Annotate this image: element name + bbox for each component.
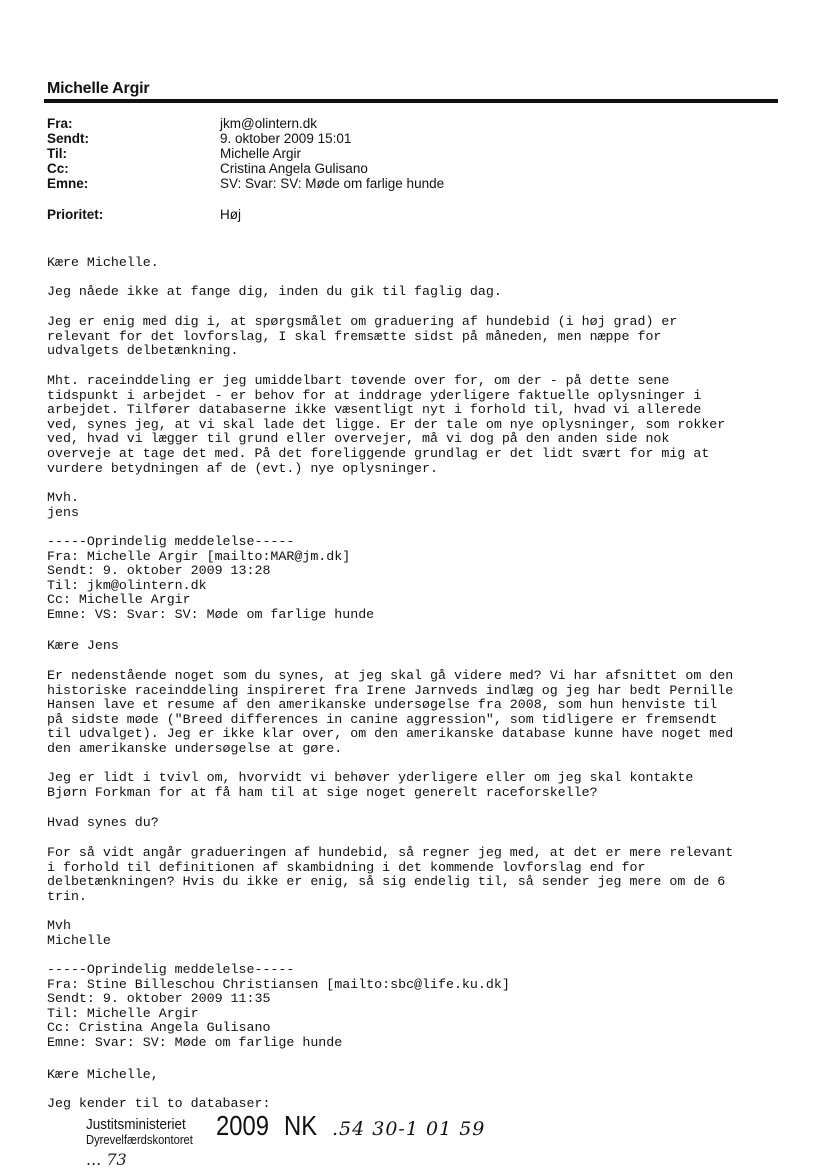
meta-value-to: Michelle Argir xyxy=(220,146,302,161)
forwarded1-paragraph-1: Er nedenstående noget som du synes, at jeg skal gå videre med? Vi har afsnittet om den historiske raceinddeling inspireret fra Irene Jarnveds indlæg og jeg har bedt Pernille Hansen lave et resume af den amerikanske undersøgelse fra 2008, som hun henviste til på sidste møde ("Breed differences in canine aggression", som tidligere er fremsendt til udvalget). Jeg er ikke klar over, om den amerikanske database kunne have noget med den amerikanske undersøgelse at gøre. xyxy=(47,668,734,756)
forwarded1-paragraph-4: For så vidt angår gradueringen af hundebid, så regner jeg med, at det er mere relevant i forhold til definitionen af skambidning i det kommende lovforslag end for delbetænkningen? Hvis du ikke er enig, så sig endelig til, så sender jeg mere om de 6 trin. xyxy=(47,845,734,904)
forwarded-header-1: -----Oprindelig meddelelse----- Fra: Michelle Argir [mailto:MAR@jm.dk] Sendt: 9. oktober 2009 13:28 Til: jkm@olintern.dk Cc: Michelle Argir Emne: VS: Svar: SV: Møde om farlige hunde xyxy=(47,534,375,622)
stamp-ministry: Justitsministeriet xyxy=(86,1116,186,1133)
header-rule xyxy=(44,99,778,103)
meta-key-to: Til: xyxy=(47,146,67,161)
stamp-handwritten-number: .54 30-1 01 59 xyxy=(332,1118,486,1140)
meta-value-subject: SV: Svar: SV: Møde om farlige hunde xyxy=(220,176,445,191)
forwarded1-greeting: Kære Jens xyxy=(47,638,119,653)
meta-key-cc: Cc: xyxy=(47,161,69,176)
forwarded2-greeting: Kære Michelle, xyxy=(47,1067,159,1082)
meta-value-sent: 9. oktober 2009 15:01 xyxy=(220,131,352,146)
forwarded1-paragraph-3: Hvad synes du? xyxy=(47,815,159,830)
meta-key-from: Fra: xyxy=(47,116,73,131)
body-paragraph-1: Jeg nåede ikke at fange dig, inden du gik til faglig dag. xyxy=(47,284,502,299)
body-paragraph-3: Mht. raceinddeling er jeg umiddelbart tøvende over for, om der - på dette sene tidspunkt i arbejdet - er behov for at inddrage yderligere faktuelle oplysninger i arbejdet. Tilfører databaserne ikke væsentligt nyt i forhold til, hvad vi allerede ved, synes jeg, at vi skal lade det ligge. Er der tale om nye oplysninger, som rokker ved, hvad vi lægger til grund eller overvejer, må vi dog på den anden side nok overveje at tage det med. På det foreliggende grundlag er det lidt svært for mig at vurdere betydningen af de (evt.) nye oplysninger. xyxy=(47,373,726,476)
meta-key-sent: Sendt: xyxy=(47,131,89,146)
stamp-year: 2009 xyxy=(216,1110,269,1141)
stamp-office: Dyrevelfærdskontoret xyxy=(86,1132,193,1147)
sender-name-heading: Michelle Argir xyxy=(47,80,150,97)
meta-value-from: jkm@olintern.dk xyxy=(220,116,317,131)
forwarded1-paragraph-2: Jeg er lidt i tvivl om, hvorvidt vi behøver yderligere eller om jeg skal kontakte Bjørn Forkman for at få ham til at sige noget generelt raceforskelle? xyxy=(47,770,694,800)
meta-value-priority: Høj xyxy=(220,207,241,222)
forwarded1-signoff: Mvh Michelle xyxy=(47,918,111,948)
body-paragraph-2: Jeg er enig med dig i, at spørgsmålet om graduering af hundebid (i høj grad) er relevant for det lovforslag, I skal fremsætte sidst på måneden, men næppe for udvalgets delbetænkning. xyxy=(47,314,678,359)
forwarded2-paragraph-1: Jeg kender til to databaser: xyxy=(47,1096,271,1111)
meta-value-cc: Cristina Angela Gulisano xyxy=(220,161,368,176)
stamp-case-prefix: NK xyxy=(284,1110,318,1141)
meta-key-subject: Emne: xyxy=(47,176,89,191)
body-signoff: Mvh. jens xyxy=(47,490,79,520)
bottom-handwritten-note: ... 73 xyxy=(86,1150,127,1169)
body-greeting: Kære Michelle. xyxy=(47,255,159,270)
forwarded-header-2: -----Oprindelig meddelelse----- Fra: Stine Billeschou Christiansen [mailto:sbc@life.ku.dk] Sendt: 9. oktober 2009 11:35 Til: Michelle Argir Cc: Cristina Angela Gulisano Emne: Svar: SV: Møde om farlige hunde xyxy=(47,962,510,1050)
meta-key-priority: Prioritet: xyxy=(47,207,104,222)
